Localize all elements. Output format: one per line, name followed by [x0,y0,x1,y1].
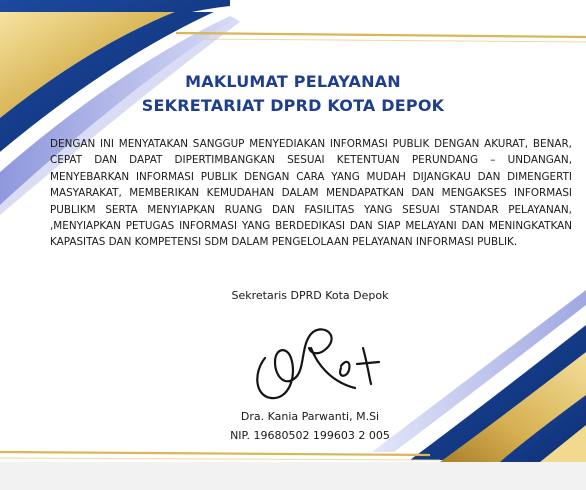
signatory-nip: NIP. 19680502 199603 2 005 [230,429,390,442]
signatory-title: Sekretaris DPRD Kota Depok [231,289,389,302]
document-title-line2: SEKRETARIAT DPRD KOTA DEPOK [141,96,445,115]
document-title-line1: MAKLUMAT PELAYANAN [185,72,401,91]
signatory-name: Dra. Kania Parwanti, M.Si [240,410,380,423]
statement-body: DENGAN INI MENYATAKAN SANGGUP MENYEDIAKAN INFORMASI PUBLIK DENGAN AKURAT, BENAR, CEPAT DAN DAPAT DIPERTIMBANGKAN SESUAI KETENTUAN PERUNDANG – UNDANGAN, MENYEBARKAN INFORMASI PUBLIK DENGAN CARA YANG MUDAH DIJANGKAU DAN DIMENGERTI MASYARAKAT, MEMBERIKAN KEMUDAHAN DALAM MENDAPATKAN DAN MENGAKSES INFORMASI PUBLIKM SERTA MENYIAPKAN RUANG DAN FASILITAS YANG SESUAI STANDAR PELAYANAN, ,MENYIAPKAN PETUGAS INFORMASI YANG BERDEDIKASI DAN SIAP MELAYANI DAN MENINGKATKAN KAPASITAS DAN KOMPETENSI SDM DALAM PENGELOLAAN PELAYANAN INFORMASI PUBLIK. [50,138,572,249]
handwritten-signature [245,318,385,402]
